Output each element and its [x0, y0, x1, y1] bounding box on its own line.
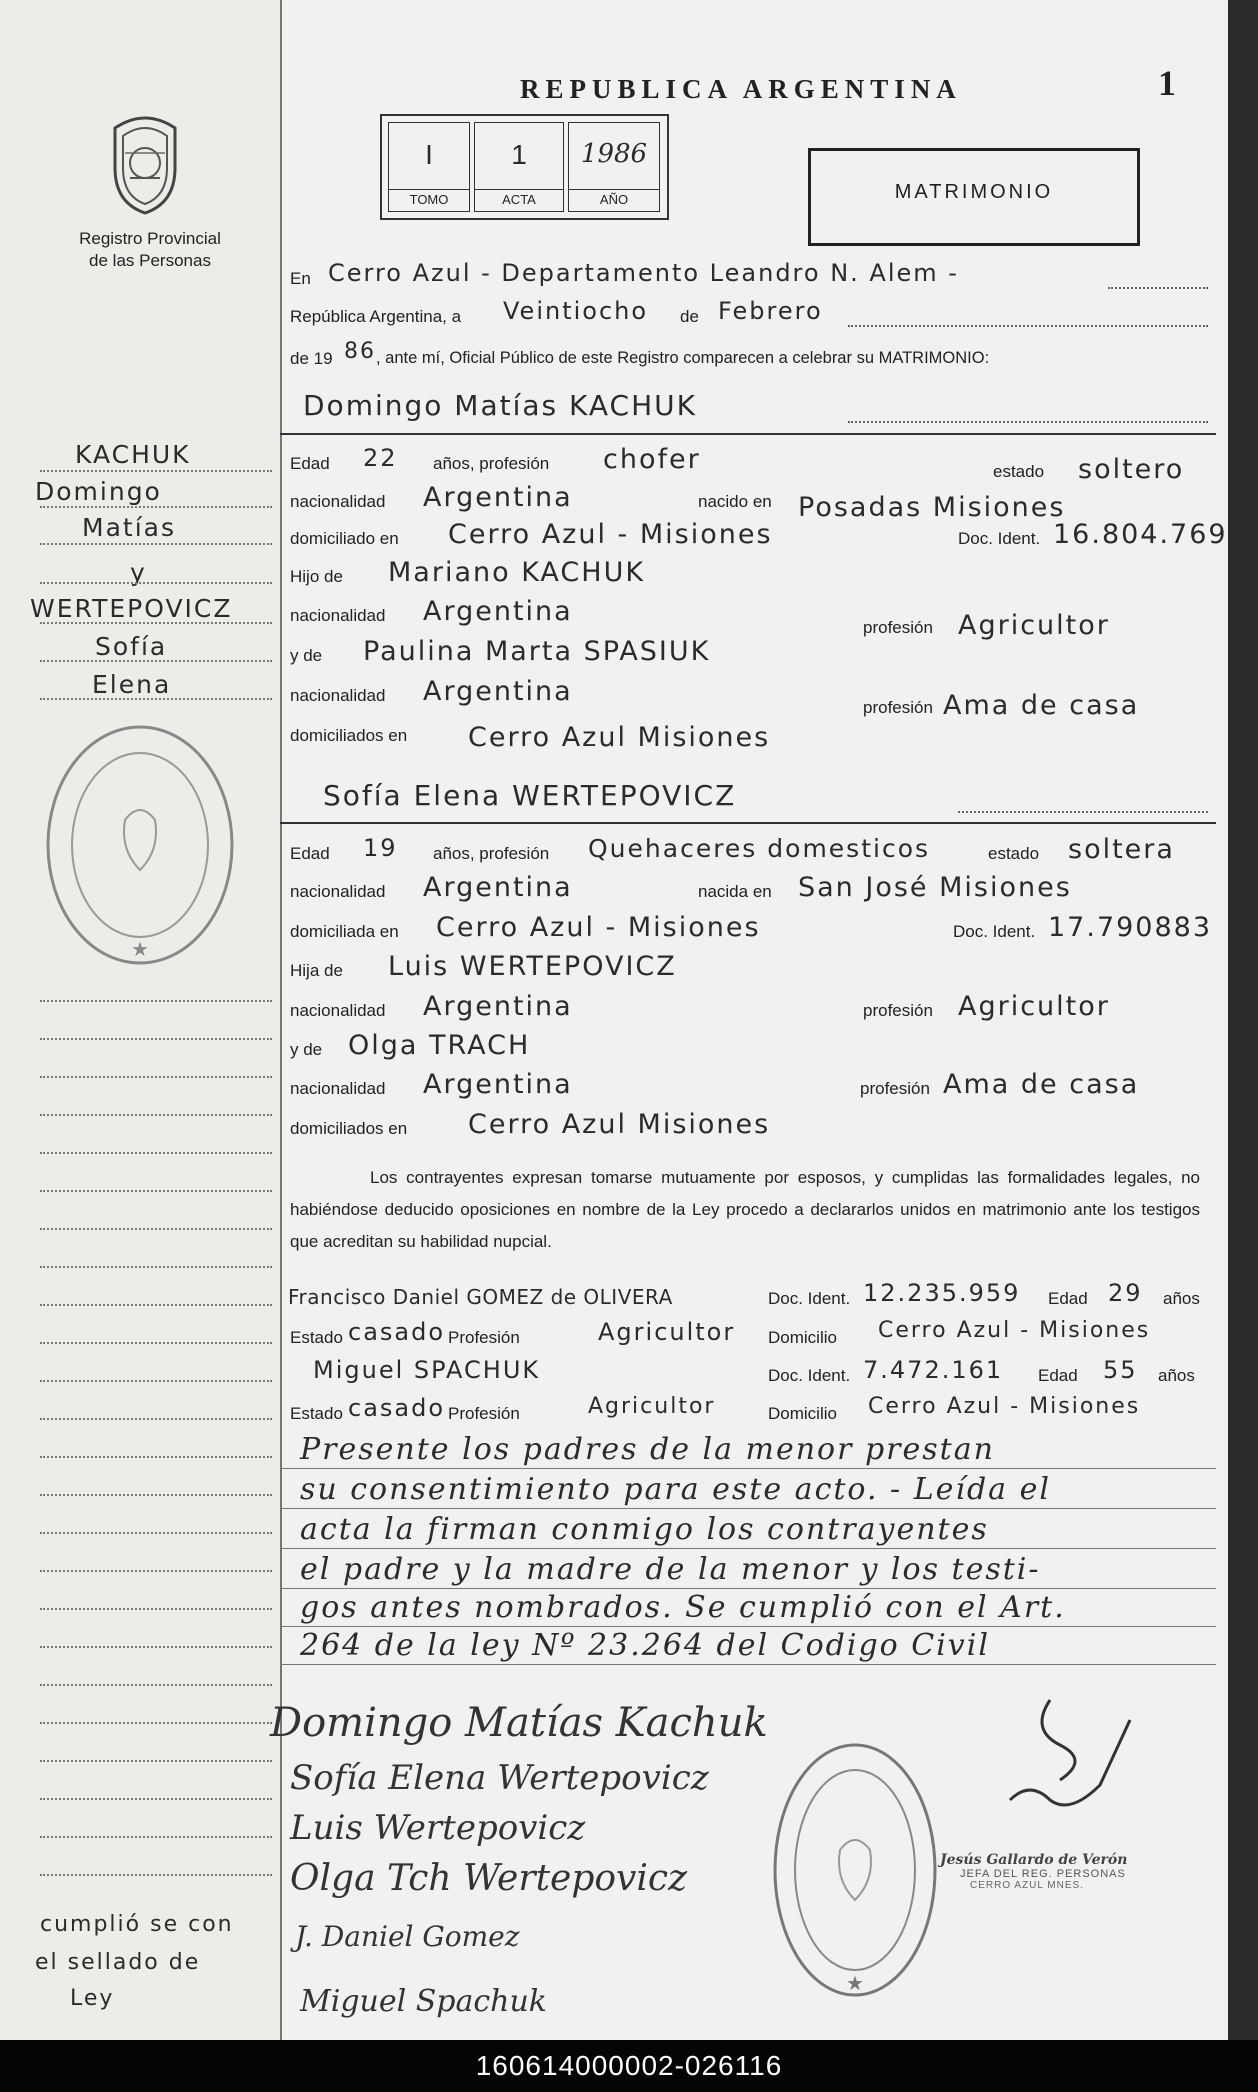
acta-label: ACTA	[475, 189, 563, 207]
ceremony-day: Veintiocho	[503, 297, 649, 325]
bride-nationality: Argentina	[423, 872, 573, 903]
groom-parents-address: Cerro Azul Misiones	[468, 722, 771, 753]
margin-line	[40, 1760, 272, 1762]
signature-witness2: Miguel Spachuk	[300, 1984, 547, 2019]
margin-line	[40, 1608, 272, 1610]
groom-father-row	[288, 553, 1213, 593]
groom-name: Domingo Matías KACHUK	[303, 389, 698, 422]
label-estado: estado	[988, 844, 1040, 863]
witness1-profession: Agricultor	[598, 1318, 736, 1346]
bride-nationality-row	[288, 868, 1213, 908]
registry-name	[40, 228, 260, 272]
label-profesion: Profesión	[448, 1328, 520, 1347]
label-profesion: profesión	[863, 698, 933, 717]
margin-line	[40, 1266, 272, 1268]
tomo-cell	[388, 122, 470, 212]
groom-father-profession: Agricultor	[958, 610, 1110, 641]
margin-line	[40, 1646, 272, 1648]
label-profesion: profesión	[860, 1079, 930, 1098]
bride-name: Sofía Elena WERTEPOVICZ	[323, 779, 737, 812]
label-anos: años	[1163, 1289, 1200, 1308]
witness1-address: Cerro Azul - Misiones	[878, 1318, 1151, 1343]
note-line: su consentimiento para este acto. - Leída el	[300, 1472, 1051, 1507]
witness1-doc: 12.235.959	[863, 1279, 1021, 1307]
note-line: acta la firman conmigo los contrayentes	[300, 1512, 989, 1547]
bride-address: Cerro Azul - Misiones	[436, 912, 761, 943]
margin-line	[40, 1456, 272, 1458]
signature-witness1: J. Daniel Gomez	[295, 1920, 520, 1953]
label-domicilio: Domicilio	[768, 1328, 837, 1347]
section-divider	[280, 822, 1216, 824]
acta-value: 1	[511, 139, 527, 170]
label-anos: años	[1158, 1366, 1195, 1385]
label-profesion: profesión	[863, 618, 933, 637]
groom-mother-profession: Ama de casa	[943, 690, 1140, 721]
form-line	[280, 1588, 1216, 1589]
label-edad: Edad	[290, 454, 330, 473]
book-binding-edge	[1228, 0, 1258, 2040]
margin-line	[40, 1038, 272, 1040]
margin-line	[40, 1722, 272, 1724]
margin-bride-given2: Elena	[92, 670, 172, 699]
bride-father-profession: Agricultor	[958, 991, 1110, 1022]
label-domiciliados: domiciliados en	[290, 726, 408, 745]
groom-father-nationality: Argentina	[423, 596, 573, 627]
note-line: Presente los padres de la menor prestan	[300, 1432, 995, 1467]
svg-text:★: ★	[131, 939, 149, 961]
witness1-status: casado	[348, 1318, 446, 1346]
groom-nationality-row	[288, 478, 1213, 523]
margin-line	[40, 1076, 272, 1078]
margin-bottom-note-line1: cumplió se con	[40, 1912, 234, 1937]
witness2-name: Miguel SPACHUK	[313, 1356, 541, 1384]
form-line	[280, 1548, 1216, 1549]
label-doc-ident: Doc. Ident.	[768, 1366, 851, 1385]
act-number-box	[380, 114, 669, 220]
label-nacionalidad: nacionalidad	[290, 606, 386, 625]
witness2-age: 55	[1103, 1356, 1138, 1384]
tomo-label: TOMO	[389, 189, 469, 207]
official-stamp-line2: JEFA DEL REG. PERSONAS	[960, 1868, 1126, 1880]
groom-mother-nationality: Argentina	[423, 676, 573, 707]
fill-line	[848, 421, 1208, 423]
form-line	[280, 1626, 1216, 1627]
margin-bottom-note-line2: el sellado de	[35, 1950, 201, 1975]
label-domicilio: Domicilio	[768, 1404, 837, 1423]
note-line: el padre y la madre de la menor y los testi-	[300, 1552, 1041, 1587]
bride-mother: Olga TRACH	[348, 1030, 531, 1061]
bride-father-nat-row	[288, 987, 1213, 1027]
fill-line	[848, 325, 1208, 327]
form-line	[280, 1508, 1216, 1509]
intro-year-row	[288, 335, 1213, 375]
groom-name-row	[288, 385, 1213, 425]
bride-doc: 17.790883	[1048, 912, 1213, 943]
margin-line	[40, 1000, 272, 1002]
groom-father: Mariano KACHUK	[388, 557, 646, 588]
declaration-text: Los contrayentes expresan tomarse mutuamente por esposos, y cumplidas las formalidades legales, no habiéndose deducido oposiciones en nombre de la Ley procedo a declararlos unidos en matrimonio ante los testigos que acreditan su habilidad nupcial.	[290, 1168, 1200, 1251]
label-de: de	[680, 307, 699, 326]
bride-address-row	[288, 908, 1213, 948]
margin-line	[40, 622, 272, 624]
svg-text:★: ★	[846, 1973, 864, 1995]
margin-conjunction: y	[130, 558, 147, 587]
margin-line	[40, 1152, 272, 1154]
witness2-address: Cerro Azul - Misiones	[868, 1394, 1141, 1419]
margin-bride-surname: WERTEPOVICZ	[30, 594, 233, 623]
official-signature-icon	[990, 1690, 1140, 1830]
bride-profession: Quehaceres domesticos	[588, 834, 931, 863]
provincial-coat-of-arms-icon	[105, 108, 185, 218]
margin-column	[0, 0, 282, 2040]
margin-bride-given1: Sofía	[95, 632, 168, 661]
act-type-label: MATRIMONIO	[894, 181, 1054, 203]
groom-doc: 16.804.769	[1053, 519, 1228, 550]
bride-mother-nat-row	[288, 1065, 1213, 1105]
label-doc-ident: Doc. Ident.	[953, 922, 1036, 941]
margin-line	[40, 543, 272, 545]
margin-groom-given2: Matías	[82, 513, 176, 542]
label-hija-de: Hija de	[290, 961, 343, 980]
groom-age-row	[288, 440, 1213, 485]
margin-line	[40, 1874, 272, 1876]
bride-age-row	[288, 830, 1213, 870]
groom-address: Cerro Azul - Misiones	[448, 519, 773, 550]
margin-line	[40, 1798, 272, 1800]
tomo-value: I	[425, 139, 433, 170]
label-edad: Edad	[1048, 1289, 1088, 1308]
witness1-name: Francisco Daniel GOMEZ de OLIVERA	[288, 1285, 673, 1309]
label-hijo-de: Hijo de	[290, 567, 343, 586]
section-divider	[280, 433, 1216, 435]
ano-value: 1986	[580, 139, 648, 169]
ceremony-place: Cerro Azul - Departamento Leandro N. Alem -	[328, 259, 959, 287]
witness2-profession: Agricultor	[588, 1394, 716, 1419]
witness1-detail-row	[288, 1314, 1213, 1354]
ano-label: AÑO	[569, 189, 659, 207]
label-nacionalidad: nacionalidad	[290, 1079, 386, 1098]
bride-parents-address: Cerro Azul Misiones	[468, 1109, 771, 1140]
margin-line	[40, 506, 272, 508]
registry-seal-icon	[770, 1740, 940, 2000]
bride-birthplace: San José Misiones	[798, 872, 1072, 903]
margin-line	[40, 1570, 272, 1572]
ano-cell	[568, 122, 660, 212]
witness2-detail-row	[288, 1390, 1213, 1430]
groom-father-nat-row	[288, 592, 1213, 641]
label-domiciliado: domiciliado en	[290, 529, 399, 548]
signature-bride-mother: Olga Tch Wertepovicz	[290, 1858, 688, 1899]
page-number: 1	[1158, 63, 1176, 103]
bride-parents-address-row	[288, 1105, 1213, 1145]
label-republica: República Argentina, a	[290, 307, 462, 326]
label-edad: Edad	[1038, 1366, 1078, 1385]
registry-name-line2: de las Personas	[89, 251, 211, 270]
official-stamp	[940, 1852, 1200, 1891]
margin-line	[40, 1228, 272, 1230]
registry-seal-icon	[40, 720, 240, 970]
registry-name-line1: Registro Provincial	[79, 229, 221, 248]
bride-father: Luis WERTEPOVICZ	[388, 951, 677, 982]
acta-cell	[474, 122, 564, 212]
country-title: REPUBLICA ARGENTINA	[520, 74, 962, 104]
label-profesion: profesión	[863, 1001, 933, 1020]
label-nacida: nacida en	[698, 882, 772, 901]
groom-mother: Paulina Marta SPASIUK	[363, 636, 711, 667]
bride-mother-profession: Ama de casa	[943, 1069, 1140, 1100]
label-de19: de 19	[290, 349, 333, 368]
label-doc-ident: Doc. Ident.	[958, 529, 1041, 548]
margin-groom-given1: Domingo	[35, 477, 162, 506]
margin-line	[40, 1114, 272, 1116]
margin-line	[40, 1190, 272, 1192]
ceremony-month: Febrero	[718, 297, 823, 325]
groom-mother-row	[288, 632, 1213, 672]
margin-line	[40, 582, 272, 584]
fill-line	[1108, 287, 1208, 289]
margin-line	[40, 1418, 272, 1420]
margin-line	[40, 470, 272, 472]
intro-date-row	[288, 293, 1213, 333]
official-stamp-line1: Jesús Gallardo de Verón	[940, 1852, 1128, 1868]
label-domiciliados: domiciliados en	[290, 1119, 408, 1138]
label-domiciliada: domiciliada en	[290, 922, 399, 941]
bride-mother-nationality: Argentina	[423, 1069, 573, 1100]
label-en: En	[290, 269, 311, 288]
intro-place-row	[288, 255, 1213, 295]
witness2-doc: 7.472.161	[863, 1356, 1004, 1384]
label-nacionalidad: nacionalidad	[290, 1001, 386, 1020]
margin-bottom-note-line3: Ley	[70, 1986, 115, 2011]
groom-profession: chofer	[603, 444, 701, 475]
witness2-status: casado	[348, 1394, 446, 1422]
groom-age: 22	[363, 444, 398, 472]
margin-groom-surname: KACHUK	[75, 440, 191, 469]
margin-line	[40, 1494, 272, 1496]
label-nacionalidad: nacionalidad	[290, 686, 386, 705]
signature-groom: Domingo Matías Kachuk	[270, 1700, 768, 1746]
note-line: 264 de la ley Nº 23.264 del Codigo Civil	[300, 1628, 990, 1663]
groom-address-row	[288, 515, 1228, 555]
bride-name-row	[288, 775, 1213, 815]
form-line	[280, 1664, 1216, 1665]
margin-line	[40, 698, 272, 700]
label-nacido: nacido en	[698, 492, 772, 511]
ceremony-year-suffix: 86	[344, 339, 376, 364]
signature-bride-father: Luis Wertepovicz	[290, 1808, 586, 1848]
act-type-box	[808, 148, 1140, 246]
label-estado: estado	[993, 462, 1045, 481]
label-estado: Estado	[290, 1328, 343, 1347]
fill-line	[958, 811, 1208, 813]
label-anos-profesion: años, profesión	[433, 454, 550, 473]
margin-line	[40, 1532, 272, 1534]
label-ante-mi: , ante mí, Oficial Público de este Registro comparecen a celebrar su MATRIMONIO:	[376, 349, 990, 367]
form-line	[280, 1468, 1216, 1469]
bride-status: soltera	[1068, 834, 1175, 865]
label-profesion: Profesión	[448, 1404, 520, 1423]
groom-parents-address-row	[288, 712, 1213, 752]
label-anos-profesion: años, profesión	[433, 844, 550, 863]
bride-mother-row	[288, 1026, 1213, 1066]
margin-line	[40, 1380, 272, 1382]
margin-line	[40, 660, 272, 662]
witness1-row	[288, 1275, 1213, 1315]
label-edad: Edad	[290, 844, 330, 863]
groom-birthplace: Posadas Misiones	[798, 492, 1066, 523]
signature-bride: Sofía Elena Wertepovicz	[290, 1758, 709, 1798]
label-y-de: y de	[290, 1040, 323, 1059]
witness2-row	[288, 1352, 1213, 1392]
margin-line	[40, 1304, 272, 1306]
bride-age: 19	[363, 834, 398, 862]
label-doc-ident: Doc. Ident.	[768, 1289, 851, 1308]
label-y-de: y de	[290, 646, 323, 665]
label-nacionalidad: nacionalidad	[290, 492, 386, 511]
margin-line	[40, 1836, 272, 1838]
label-nacionalidad: nacionalidad	[290, 882, 386, 901]
margin-line	[40, 1342, 272, 1344]
groom-status: soltero	[1078, 454, 1185, 485]
note-line: gos antes nombrados. Se cumplió con el Art.	[300, 1590, 1066, 1625]
groom-mother-nat-row	[288, 672, 1213, 721]
label-estado: Estado	[290, 1404, 343, 1423]
bride-father-nationality: Argentina	[423, 991, 573, 1022]
groom-nationality: Argentina	[423, 482, 573, 513]
bride-father-row	[288, 947, 1213, 987]
margin-line	[40, 1684, 272, 1686]
witness1-age: 29	[1108, 1279, 1143, 1307]
footer-code: 160614000002-026116	[0, 2040, 1258, 2092]
official-stamp-line3: CERRO AZUL MNES.	[970, 1880, 1084, 1891]
